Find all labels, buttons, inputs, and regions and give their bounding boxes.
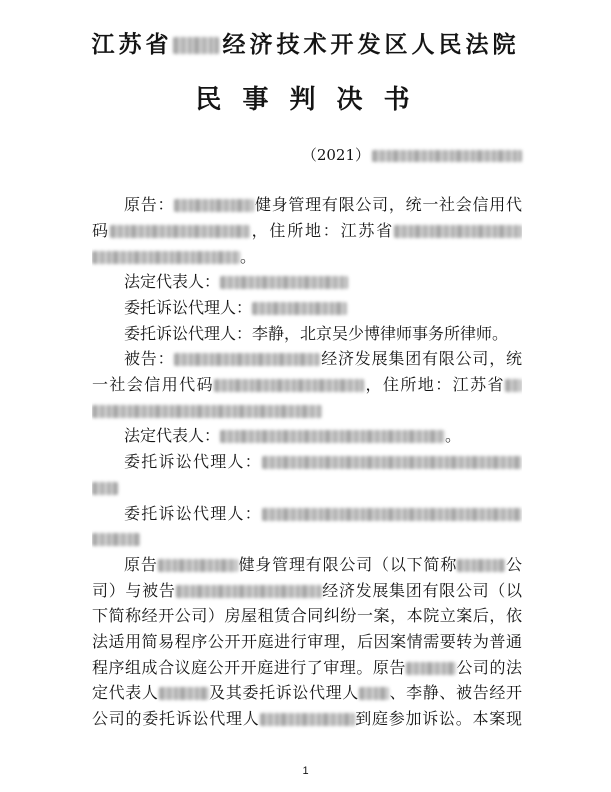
redacted-text — [176, 585, 322, 598]
agent-label: 委托诉讼代理人： — [124, 503, 262, 523]
legal-representative-label: 法定代表人： — [124, 272, 221, 292]
summary-text: 法适用简易程序公开开庭进行审理，后因案情需要转为普通 — [92, 631, 522, 651]
summary-text: 及其委托诉讼代理人 — [208, 683, 359, 703]
plaintiff-credit-code-label: 码 — [92, 220, 110, 240]
redacted-text — [220, 276, 348, 289]
redacted-text — [220, 430, 445, 443]
defendant-legal-representative — [92, 423, 522, 449]
plaintiff-address-label: ，住所地：江苏省 — [249, 220, 394, 240]
defendant-credit-code-label: 一社会信用代码 — [92, 375, 215, 395]
summary-text: 下简称经开公司）房屋租赁合同纠纷一案，本院立案后，依 — [92, 606, 522, 626]
redacted-text — [174, 199, 254, 212]
defendant-line — [92, 398, 522, 424]
defendant-label: 被告： — [124, 349, 175, 369]
agent-label: 委托诉讼代理人： — [124, 452, 262, 472]
defendant-name-tail: 经济发展集团有限公司 — [320, 349, 490, 369]
plaintiff-address-end: 。 — [240, 246, 257, 266]
redacted-text — [262, 508, 522, 521]
defendant-credit-code-label: ，统 — [489, 349, 522, 369]
summary-text: 原告 — [124, 554, 158, 574]
plaintiff-legal-representative — [92, 269, 522, 295]
redacted-text — [92, 251, 240, 264]
plaintiff-line — [92, 218, 522, 244]
redacted-text — [262, 456, 522, 469]
summary-text: 、李静、被告经开 — [388, 683, 522, 703]
plaintiff-line — [92, 192, 522, 218]
plaintiff-name-tail: 健身管理有限公司 — [254, 195, 389, 215]
agent-label: 委托诉讼代理人： — [124, 298, 253, 318]
redacted-text — [92, 482, 118, 495]
redacted-text — [505, 379, 522, 392]
case-summary-line — [92, 680, 522, 706]
redacted-text — [457, 559, 505, 572]
legal-representative-label: 法定代表人： — [124, 426, 221, 446]
defendant-address-label: ，住所地：江苏省 — [364, 375, 505, 395]
summary-text: 定代表人 — [92, 683, 159, 703]
summary-text: 公 — [505, 554, 522, 574]
summary-text: 司）与被告 — [92, 580, 176, 600]
plaintiff-agent — [92, 295, 522, 321]
case-summary-line — [92, 706, 522, 732]
case-number — [302, 144, 522, 166]
defendant-agent-continued — [92, 475, 522, 501]
judgment-body — [92, 192, 522, 731]
redacted-text — [110, 225, 250, 238]
summary-text: 公司的委托诉讼代理人 — [92, 709, 260, 729]
case-summary-line — [92, 578, 522, 604]
redacted-text — [214, 379, 364, 392]
summary-text: 公司的法 — [455, 657, 522, 677]
court-name — [0, 31, 611, 59]
redacted-text — [174, 353, 320, 366]
document-title: 民 事 判 决 书 — [195, 85, 416, 115]
plaintiff-label: 原告： — [124, 195, 175, 215]
redacted-text — [260, 713, 355, 726]
summary-text: 经济发展集团有限公司（以 — [321, 580, 522, 600]
legal-representative-end: 。 — [445, 426, 462, 446]
plaintiff-agent — [92, 321, 522, 347]
plaintiff-line — [92, 244, 522, 270]
agent-text: 委托诉讼代理人：李静，北京吴少博律师事务所律师。 — [124, 323, 509, 343]
defendant-line — [92, 372, 522, 398]
defendant-agent — [92, 449, 522, 475]
summary-text: 程序组成合议庭公开开庭进行了审理。原告 — [92, 657, 406, 677]
redacted-text — [359, 687, 389, 700]
summary-text: 健身管理有限公司（以下简称 — [237, 554, 458, 574]
redacted-text — [92, 533, 140, 546]
case-summary-line — [92, 603, 522, 629]
summary-text: 到庭参加诉讼。本案现 — [354, 709, 522, 729]
case-summary-line — [92, 629, 522, 655]
redacted-text — [92, 405, 322, 418]
defendant-agent — [92, 501, 522, 527]
redacted-text — [406, 662, 456, 675]
case-number-year: （2021） — [301, 146, 370, 164]
redacted-text — [252, 302, 347, 315]
redacted-text — [372, 150, 522, 162]
redacted-text — [158, 559, 238, 572]
plaintiff-credit-code-label: ，统一社会信用代 — [388, 195, 522, 215]
case-summary-line — [92, 655, 522, 681]
redacted-text — [394, 225, 522, 238]
page-number: 1 — [302, 765, 309, 777]
redacted-text — [159, 687, 209, 700]
court-name-start: 江苏省 — [91, 31, 173, 58]
redacted-text — [173, 37, 219, 54]
defendant-line — [92, 346, 522, 372]
case-summary-line — [92, 552, 522, 578]
defendant-agent-continued — [92, 526, 522, 552]
court-name-end: 经济技术开发区人民法院 — [222, 31, 520, 58]
